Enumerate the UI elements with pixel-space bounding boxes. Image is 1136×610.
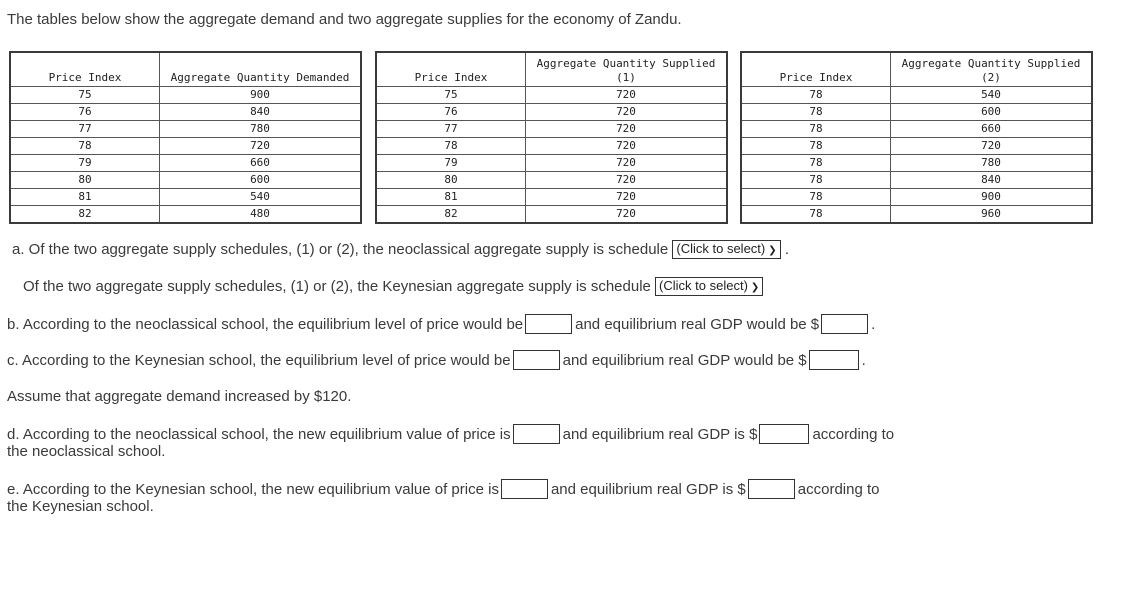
price-index-cell: 78 (741, 121, 891, 138)
price-index-cell: 81 (376, 189, 526, 206)
question-e-line2: the Keynesian school. (7, 498, 154, 515)
table-row (10, 155, 361, 172)
price-index-cell: 82 (376, 206, 526, 224)
quantity-cell: 480 (160, 206, 362, 224)
quantity-cell: 720 (526, 104, 728, 121)
quantity-cell: 720 (526, 138, 728, 155)
table-row (376, 121, 727, 138)
price-index-cell: 78 (741, 104, 891, 121)
quantity-cell: 720 (526, 155, 728, 172)
new-neoclassical-gdp-input[interactable] (759, 424, 809, 444)
price-index-cell: 76 (10, 104, 160, 121)
keynesian-schedule-select[interactable] (655, 277, 763, 296)
question-b-mid: and equilibrium real GDP would be $ (575, 316, 820, 333)
price-index-cell: 76 (376, 104, 526, 121)
keynesian-price-input[interactable] (513, 350, 560, 370)
price-index-cell: 75 (376, 87, 526, 104)
quantity-cell: 600 (891, 104, 1093, 121)
question-d-mid: and equilibrium real GDP is $ (562, 426, 758, 443)
price-index-cell: 78 (10, 138, 160, 155)
price-index-cell: 80 (10, 172, 160, 189)
table-header-row (376, 52, 727, 87)
table-row (10, 206, 361, 224)
quantity-cell: 720 (526, 189, 728, 206)
intro-text: The tables below show the aggregate demand and two aggregate supplies for the economy of Zandu. (7, 11, 682, 28)
quantity-cell: 540 (891, 87, 1093, 104)
quantity-cell: 540 (160, 189, 362, 206)
quantity-cell: 720 (526, 172, 728, 189)
question-a1-end: . (784, 241, 789, 258)
question-c-mid: and equilibrium real GDP would be $ (562, 352, 807, 369)
price-index-cell: 80 (376, 172, 526, 189)
chevron-down-icon: ❯ (750, 282, 760, 293)
quantity-cell: 900 (160, 87, 362, 104)
question-a1 (12, 240, 789, 259)
question-e (7, 479, 880, 499)
table-header-row (741, 52, 1092, 87)
neoclassical-price-input[interactable] (525, 314, 572, 334)
neoclassical-schedule-select[interactable] (672, 240, 780, 259)
price-index-cell: 78 (741, 138, 891, 155)
table-row (10, 172, 361, 189)
question-a1-text: a. Of the two aggregate supply schedules, (1) or (2), the neoclassical aggregate supply is schedule (12, 241, 669, 258)
price-index-cell: 75 (10, 87, 160, 104)
table-row (376, 104, 727, 121)
quantity-cell: 720 (160, 138, 362, 155)
price-index-cell: 78 (741, 189, 891, 206)
price-index-cell: 77 (10, 121, 160, 138)
assume-text: Assume that aggregate demand increased by $120. (7, 388, 352, 405)
table-row (741, 87, 1092, 104)
new-neoclassical-price-input[interactable] (513, 424, 560, 444)
table-row (741, 155, 1092, 172)
quantity-cell: 660 (891, 121, 1093, 138)
question-b (7, 314, 875, 334)
price-index-cell: 78 (741, 172, 891, 189)
table-row (376, 189, 727, 206)
aggregate-supply-1-table (375, 51, 728, 224)
table-row (10, 189, 361, 206)
table-row (10, 104, 361, 121)
price-index-cell: 77 (376, 121, 526, 138)
table-row (376, 172, 727, 189)
new-keynesian-price-input[interactable] (501, 479, 548, 499)
quantity-cell: 720 (526, 206, 728, 224)
price-index-cell: 79 (10, 155, 160, 172)
question-d-end: according to (812, 426, 895, 443)
table-row (741, 121, 1092, 138)
question-a2 (23, 277, 763, 296)
quantity-cell: 900 (891, 189, 1093, 206)
keynesian-gdp-input[interactable] (809, 350, 859, 370)
new-keynesian-gdp-input[interactable] (748, 479, 795, 499)
question-c-end: . (861, 352, 866, 369)
question-b-text: b. According to the neoclassical school, the equilibrium level of price would be (7, 316, 524, 333)
price-index-cell: 81 (10, 189, 160, 206)
neoclassical-gdp-input[interactable] (821, 314, 868, 334)
quantity-cell: 840 (891, 172, 1093, 189)
table-row (376, 155, 727, 172)
quantity-header: Aggregate Quantity Supplied (1) (526, 52, 728, 87)
quantity-cell: 840 (160, 104, 362, 121)
price-index-cell: 78 (741, 155, 891, 172)
question-e-text: e. According to the Keynesian school, the new equilibrium value of price is (7, 481, 499, 498)
price-index-cell: 78 (376, 138, 526, 155)
aggregate-demand-table (9, 51, 362, 224)
quantity-cell: 780 (160, 121, 362, 138)
quantity-header: Aggregate Quantity Demanded (160, 52, 362, 87)
select-label: (Click to select) (659, 278, 748, 293)
table-row (741, 189, 1092, 206)
question-e-mid: and equilibrium real GDP is $ (550, 481, 746, 498)
quantity-cell: 720 (891, 138, 1093, 155)
quantity-header: Aggregate Quantity Supplied (2) (891, 52, 1093, 87)
aggregate-supply-2-table (740, 51, 1093, 224)
quantity-cell: 960 (891, 206, 1093, 224)
table-row (10, 121, 361, 138)
question-e-end: according to (797, 481, 880, 498)
table-row (376, 206, 727, 224)
quantity-cell: 600 (160, 172, 362, 189)
question-d (7, 424, 894, 444)
table-row (741, 206, 1092, 224)
select-label: (Click to select) (676, 241, 766, 256)
quantity-cell: 660 (160, 155, 362, 172)
question-c (7, 350, 866, 370)
price-index-cell: 78 (741, 87, 891, 104)
question-d-text: d. According to the neoclassical school, the new equilibrium value of price is (7, 426, 511, 443)
table-header-row (10, 52, 361, 87)
price-index-header: Price Index (10, 52, 160, 87)
chevron-down-icon: ❯ (768, 245, 777, 256)
table-row (10, 87, 361, 104)
question-b-end: . (871, 316, 876, 333)
quantity-cell: 720 (526, 121, 728, 138)
table-row (741, 172, 1092, 189)
price-index-cell: 78 (741, 206, 891, 224)
table-row (10, 138, 361, 155)
question-c-text: c. According to the Keynesian school, the equilibrium level of price would be (7, 352, 511, 369)
table-row (741, 138, 1092, 155)
quantity-cell: 720 (526, 87, 728, 104)
price-index-header: Price Index (376, 52, 526, 87)
table-row (741, 104, 1092, 121)
table-row (376, 87, 727, 104)
price-index-header: Price Index (741, 52, 891, 87)
quantity-cell: 780 (891, 155, 1093, 172)
price-index-cell: 82 (10, 206, 160, 224)
table-row (376, 138, 727, 155)
question-a2-text: Of the two aggregate supply schedules, (1) or (2), the Keynesian aggregate supply is schedule (23, 278, 651, 295)
question-d-line2: the neoclassical school. (7, 443, 166, 460)
price-index-cell: 79 (376, 155, 526, 172)
